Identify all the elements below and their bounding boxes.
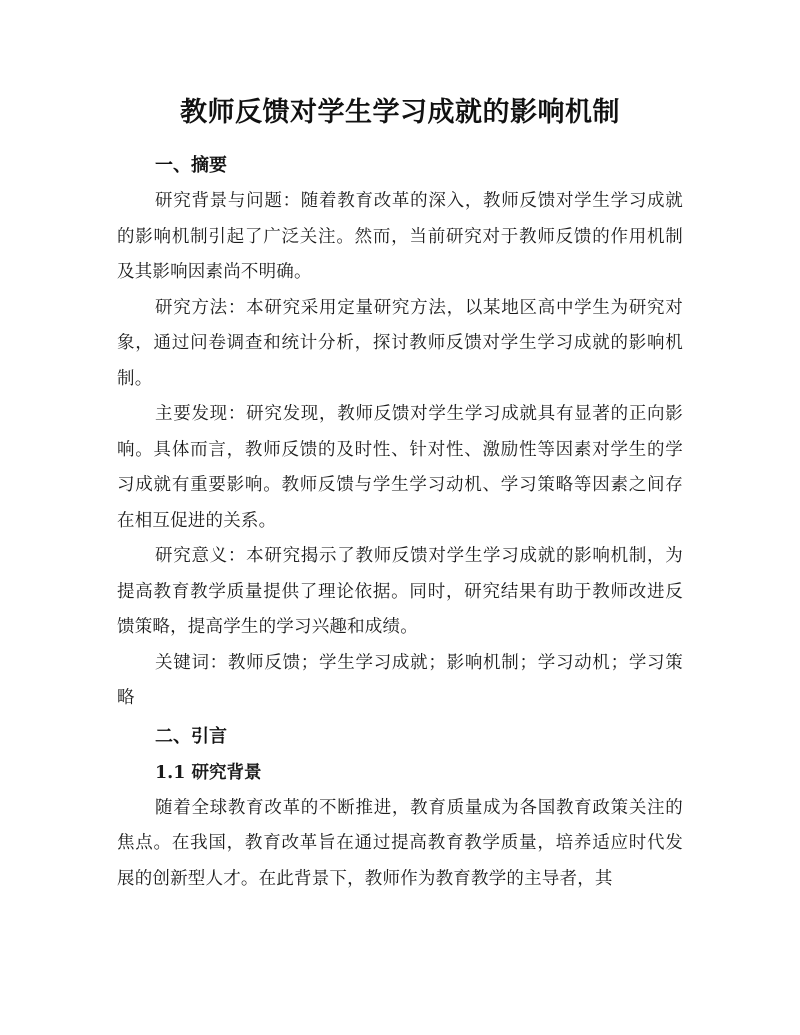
abstract-paragraph-method: 研究方法：本研究采用定量研究方法，以某地区高中学生为研究对象，通过问卷调查和统计分析，探讨教师反馈对学生学习成就的影响机制。	[117, 297, 683, 389]
abstract-paragraph-background: 研究背景与问题：随着教育改革的深入，教师反馈对学生学习成就的影响机制引起了广泛关注。然而，当前研究对于教师反馈的作用机制及其影响因素尚不明确。	[117, 191, 683, 282]
introduction-paragraph: 随着全球教育改革的不断推进，教育质量成为各国教育政策关注的焦点。在我国，教育改革旨在通过提高教育教学质量，培养适应时代发展的创新型人才。在此背景下，教师作为教育教学的主导者，其	[117, 797, 683, 889]
section-introduction	[117, 719, 683, 898]
section-heading-introduction: 二、引言	[155, 725, 227, 747]
abstract-keywords: 关键词：教师反馈；学生学习成就；影响机制；学习动机；学习策略	[117, 652, 683, 708]
subsection-heading-background: 1.1 研究背景	[155, 762, 262, 783]
abstract-paragraph-findings: 主要发现：研究发现，教师反馈对学生学习成就具有显著的正向影响。具体而言，教师反馈的及时性、针对性、激励性等因素对学生的学习成就有重要影响。教师反馈与学生学习动机、学习策略等因素之间存在相互促进的关系。	[117, 404, 683, 531]
section-abstract	[117, 148, 683, 717]
section-heading-abstract: 一、摘要	[155, 155, 227, 176]
abstract-paragraph-significance: 研究意义：本研究揭示了教师反馈对学生学习成就的影响机制，为提高教育教学质量提供了理论依据。同时，研究结果有助于教师改进反馈策略，提高学生的学习兴趣和成绩。	[117, 546, 683, 637]
document-body	[117, 92, 683, 897]
document-title: 教师反馈对学生学习成就的影响机制	[180, 97, 620, 128]
